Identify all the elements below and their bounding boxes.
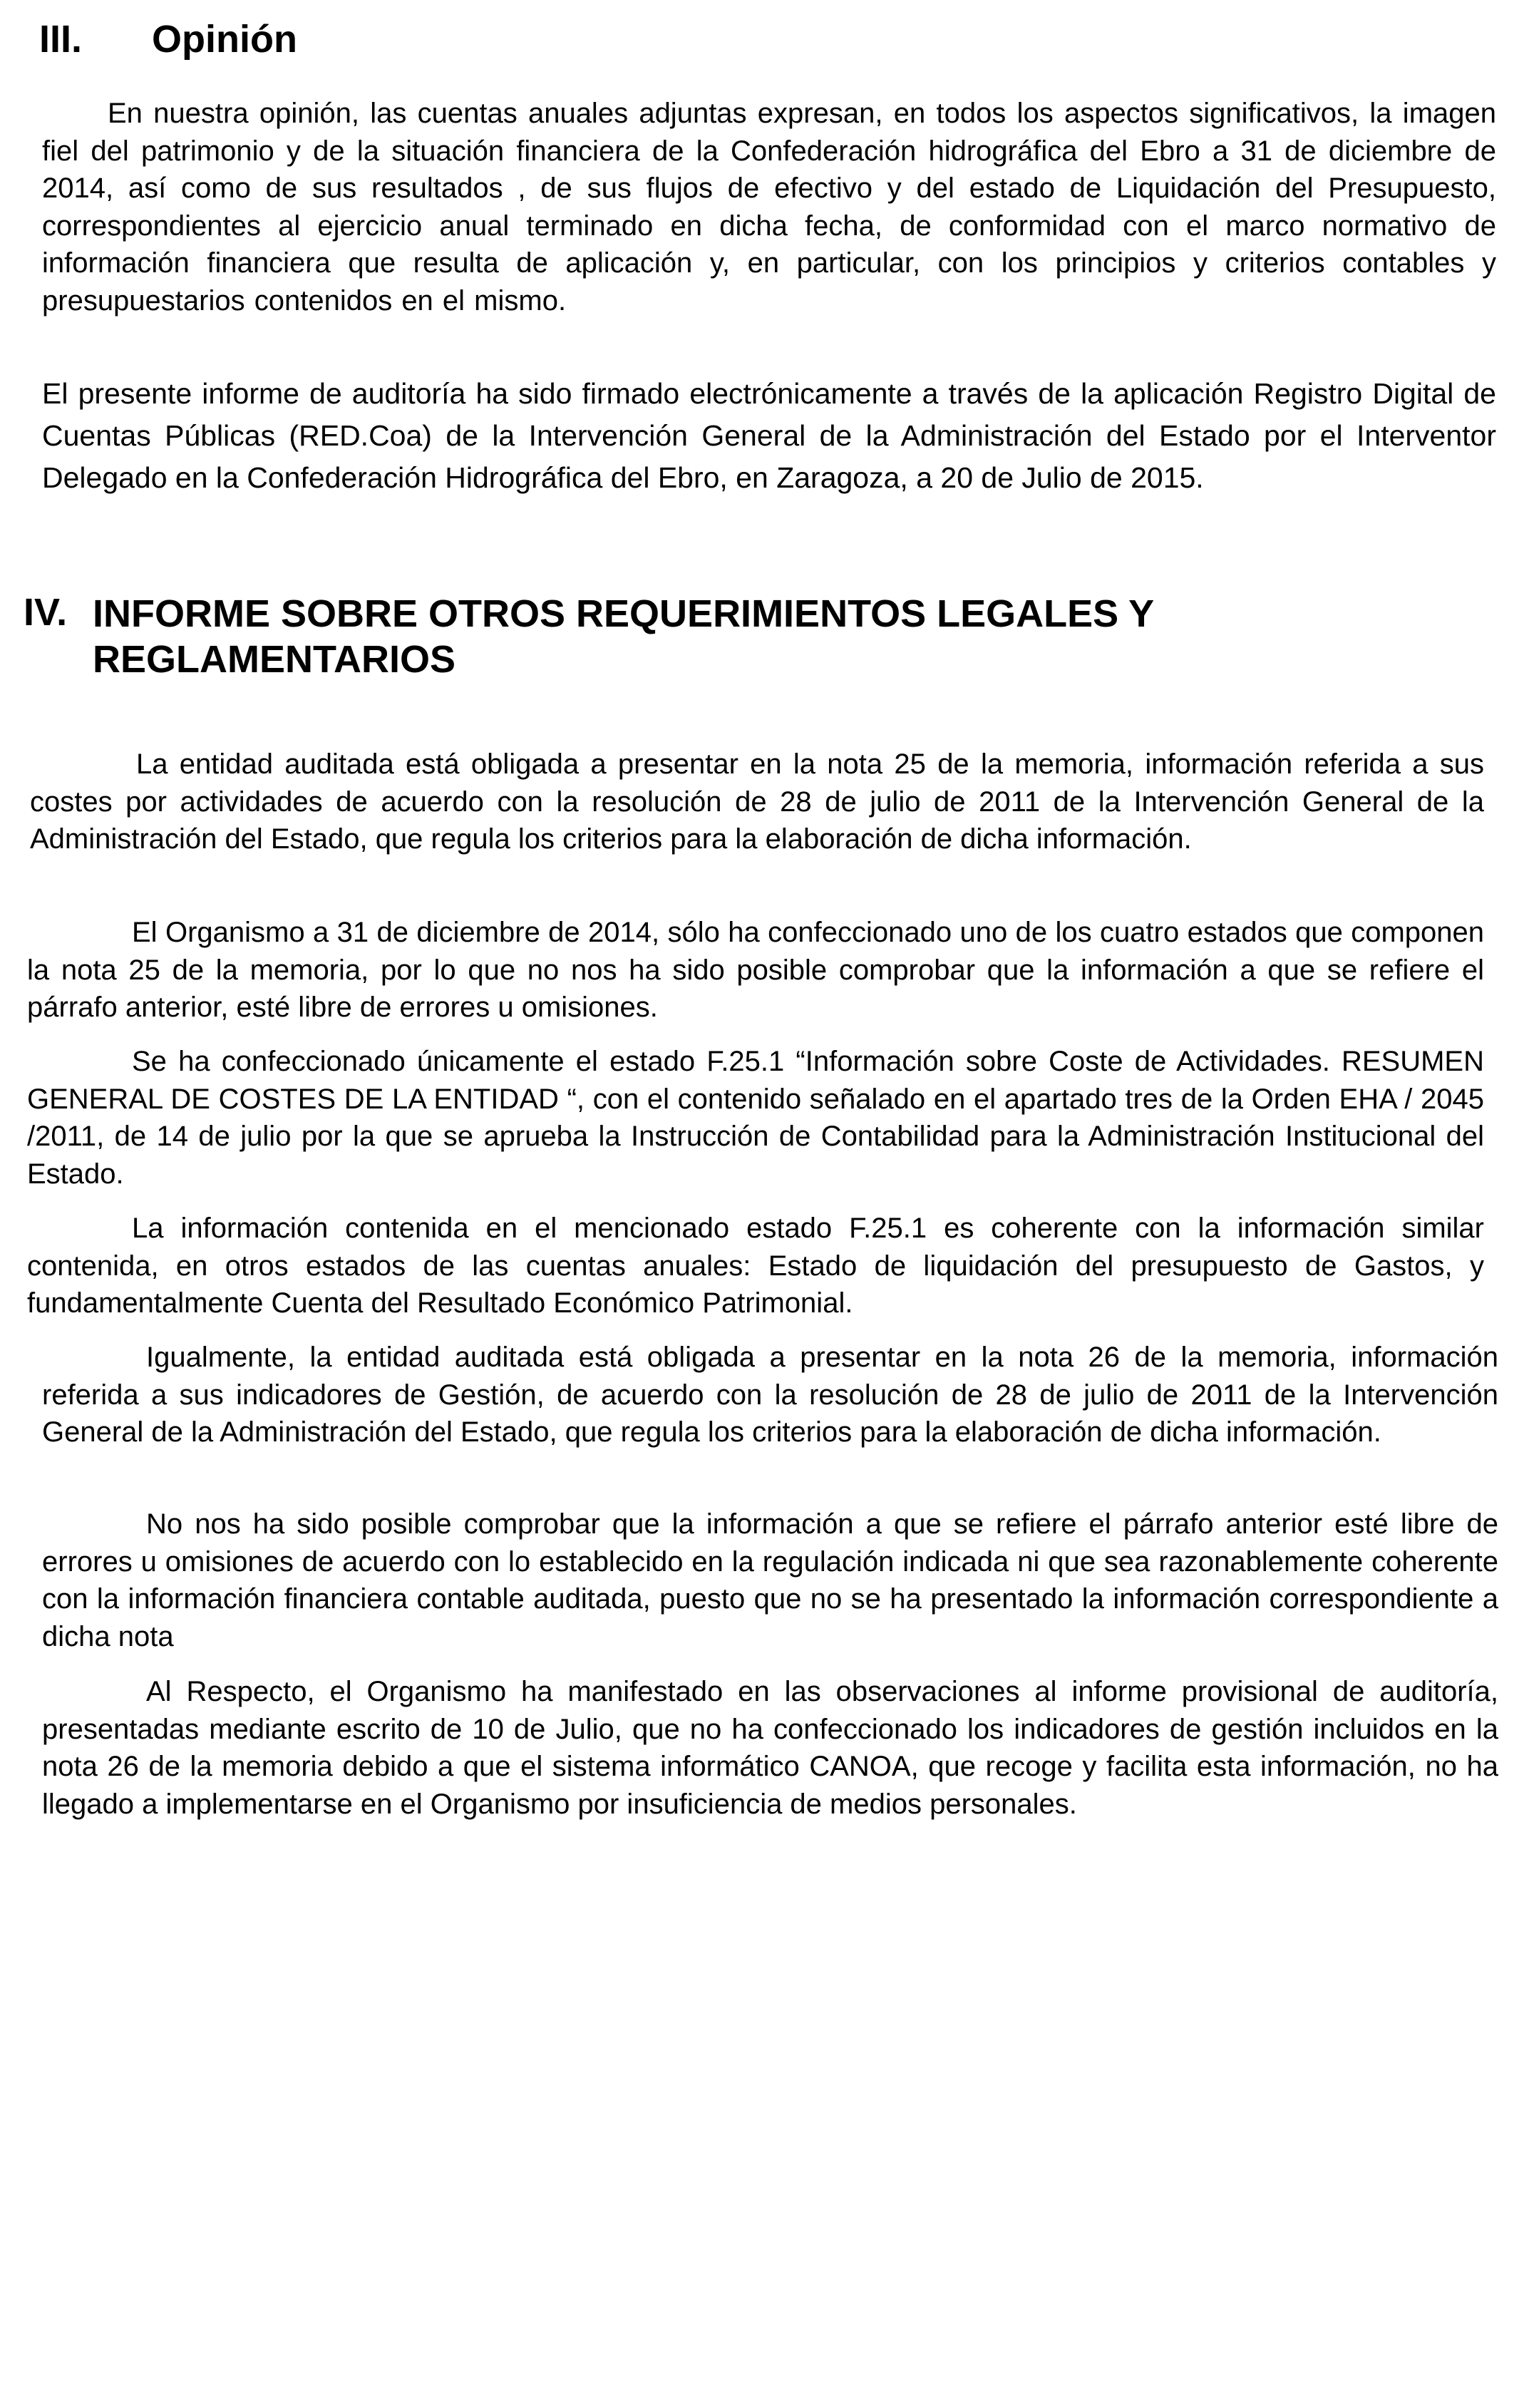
section-number: IV. [24,591,68,634]
costs-obligation-paragraph [30,746,1484,858]
signature-paragraph [42,373,1496,499]
paragraph-text: No nos ha sido posible comprobar que la información a que se refiere el párrafo anterior esté libre de errores u omisiones de acuerdo con lo establecido en la regulación indicada ni que sea razonablemente coherente con la información financiera contable auditada, puesto que no se ha presentado la información correspondiente a dicha nota [42,1508,1498,1652]
opinion-paragraph [42,95,1496,319]
section-title: INFORME SOBRE OTROS REQUERIMIENTOS LEGALES Y REGLAMENTARIOS [93,592,1154,681]
costs-partial-paragraph [27,914,1484,1027]
paragraph-text: Al Respecto, el Organismo ha manifestado en las observaciones al informe provisional de auditoría, presentadas mediante escrito de 10 de Julio, que no ha confeccionado los indicadores de gestión incluidos en la nota 26 de la memoria debido a que el sistema informático CANOA, que recoge y facilita esta información, no ha llegado a implementarse en el Organismo por insuficiencia de medios personales. [42,1676,1498,1820]
section-number: III. [39,18,83,61]
indicators-obligation-paragraph [42,1339,1498,1451]
opinion-paragraph-text: En nuestra opinión, las cuentas anuales adjuntas expresan, en todos los aspectos significativos, la imagen fiel del patrimonio y de la situación financiera de la Confederación hidrográfica del Ebro a 31 de diciembre de 2014, así como de sus resultados , de sus flujos de efectivo y del estado de Liquidación del Presupuesto, correspondientes al ejercicio anual terminado en dicha fecha, de conformidad con el marco normativo de información financiera que resulta de aplicación y, en particular, con los principios y criterios contables y presupuestarios contenidos en el mismo. [42,98,1496,317]
f251-coherence-paragraph [27,1210,1484,1322]
section-title: Opinión [152,18,297,61]
signature-paragraph-text: El presente informe de auditoría ha sido firmado electrónicamente a través de la aplicación Registro Digital de Cuentas Públicas (RED.Coa) de la Intervención General de la Administración del Estado por el Interventor Delegado en la Confederación Hidrográfica del Ebro, en Zaragoza, a 20 de Julio de 2015. [42,377,1496,494]
paragraph-text: Igualmente, la entidad auditada está obligada a presentar en la nota 26 de la memoria, información referida a sus indicadores de Gestión, de acuerdo con la resolución de 28 de julio de 2011 de la Intervención General de la Administración del Estado, que regula los criterios para la elaboración de dicha información. [42,1342,1498,1448]
paragraph-text: La información contenida en el mencionado estado F.25.1 es coherente con la información similar contenida, en otros estados de las cuentas anuales: Estado de liquidación del presupuesto de Gastos, y fundamentalmente Cuenta del Resultado Económico Patrimonial. [27,1213,1484,1319]
paragraph-text: Se ha confeccionado únicamente el estado F.25.1 “Información sobre Coste de Actividades. RESUMEN GENERAL DE COSTES DE LA ENTIDAD “, con el contenido señalado en el apartado tres de la Orden EHA / 2045 /2011, de 14 de julio por la que se aprueba la Instrucción de Contabilidad para la Administración Institucional del Estado. [27,1046,1484,1190]
paragraph-text: La entidad auditada está obligada a presentar en la nota 25 de la memoria, información referida a sus costes por actividades de acuerdo con la resolución de 28 de julio de 2011 de la Intervención General de la Administración del Estado, que regula los criterios para la elaboración de dicha información. [30,748,1484,855]
organism-response-paragraph [42,1673,1498,1823]
f251-statement-paragraph [27,1043,1484,1193]
indicators-not-verified-paragraph [42,1506,1498,1655]
paragraph-text: El Organismo a 31 de diciembre de 2014, sólo ha confeccionado uno de los cuatro estados que componen la nota 25 de la memoria, por lo que no nos ha sido posible comprobar que la información a que se refiere el párrafo anterior, esté libre de errores u omisiones. [27,917,1484,1023]
